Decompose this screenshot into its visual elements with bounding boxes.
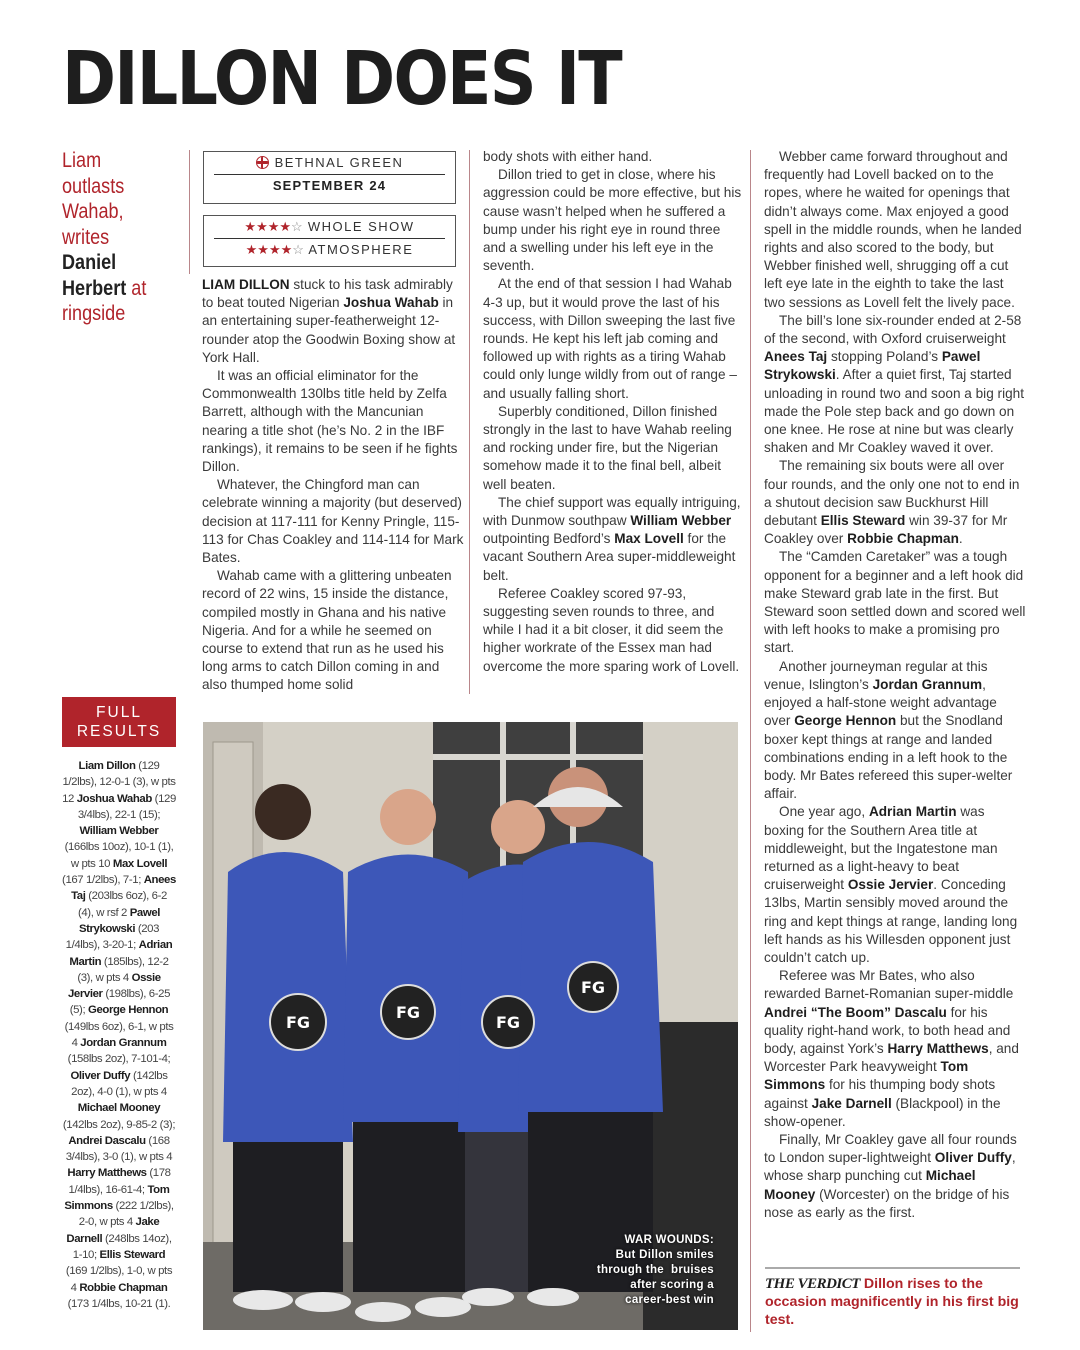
result-fighter-name: Pawel Strykowski: [78, 906, 161, 935]
result-details: (198lbs), 6-25 (5);: [69, 988, 171, 1017]
caption-title: WAR WOUNDS:: [624, 1234, 714, 1246]
result-details: (248lbs 14oz), 1-10;: [72, 1232, 172, 1261]
star-filled-icon: ★: [256, 219, 268, 234]
star-empty-icon: ☆: [291, 219, 303, 234]
fighter-name: Andrei “The Boom” Dascalu: [764, 1004, 947, 1020]
result-details: (178 1/4lbs), 16-61-4;: [68, 1167, 171, 1196]
star-rating-atmosphere: [246, 242, 304, 257]
verdict-divider: [765, 1267, 1020, 1269]
article-paragraph: [202, 276, 464, 367]
result-details: (169 1/2lbs), 1-0, w pts 4: [65, 1265, 173, 1294]
star-empty-icon: ☆: [292, 242, 304, 257]
standfirst-text: Liam outlasts Wahab,: [62, 149, 125, 223]
venue-name: BETHNAL GREEN: [274, 155, 404, 170]
text: , and Worcester Park heavyweight: [764, 1040, 1019, 1075]
photo-caption: [597, 1233, 714, 1308]
fg-logo: FG: [395, 1003, 421, 1022]
result-fighter-name: Jordan Grannum: [80, 1037, 167, 1050]
text: was boxing for the Southern Area title at middleweight, but the Ingatestone man returned as a light-heavy to beat cruiserweight: [764, 804, 998, 893]
fighter-name: Jordan Grannum: [872, 676, 983, 692]
article-paragraph: Superbly conditioned, Dillon finished strongly in the last to have Wahab reeling and rocking under fire, but the Nigerian somehow made it to the final bell, albeit well beaten.: [483, 403, 732, 492]
text: The remaining six bouts were all over four rounds, and the only one not to end in a shutout decision saw Buckhurst Hill debutant: [764, 458, 1020, 529]
column-rule: [189, 150, 190, 274]
article-column-2: [483, 148, 745, 676]
text: The bill’s lone six-rounder ended at 2-58 of the second, with Oxford cruiserweight: [764, 312, 1022, 347]
fighter-name: George Hennon: [794, 713, 897, 729]
article-paragraph: [483, 494, 745, 585]
rating-whole-show: [204, 216, 455, 238]
headline: DILLON DOES IT: [62, 36, 621, 122]
result-fighter-name: Oliver Duffy: [70, 1069, 131, 1082]
result-details: (142lbs 2oz), 4-0 (1), w pts 4: [71, 1069, 168, 1098]
fighter-name: Max Lovell: [614, 531, 684, 547]
article-paragraph: [764, 1131, 1026, 1222]
star-filled-icon: ★: [280, 242, 293, 257]
article-paragraph: Dillon tried to get in close, where his aggression could be more effective, but his cause wasn’t helped when he suffered a bump under his right eye in round three and a swelling under his left eye in the seventh.: [483, 167, 742, 274]
result-fighter-name: Joshua Wahab: [76, 792, 152, 805]
text: for his thumping body shots against: [764, 1077, 996, 1111]
result-fighter-name: Jake Darnell: [66, 1216, 160, 1245]
caption-line: through the bruises: [596, 1264, 714, 1276]
star-filled-icon: ★: [244, 219, 257, 234]
text: Referee was Mr Bates, who also rewarded Barnet-Romanian super-middle: [764, 968, 1014, 1002]
article-paragraph: [764, 457, 1026, 548]
text: Another journeyman regular at this venue, Islington’s: [764, 658, 988, 692]
text: , enjoyed a half-stone weight advantage over: [764, 676, 997, 729]
caption-line: But Dillon smiles: [615, 1249, 714, 1261]
fighter-name: Tom Simmons: [764, 1059, 969, 1093]
text: .: [958, 531, 963, 547]
text: The chief support was equally intriguing, with Dunmow southpaw: [483, 494, 741, 529]
result-details: (168 3/4lbs), 3-0 (1), w pts 4: [65, 1134, 173, 1164]
article-paragraph: body shots with either hand.: [483, 149, 653, 164]
result-fighter-name: George Hennon: [88, 1004, 169, 1017]
text: in an entertaining super-featherweight 12-rounder atop the Goodwin Boxing show at York Hall.: [202, 295, 456, 365]
event-box: [203, 151, 456, 204]
fg-logo: FG: [495, 1013, 521, 1032]
fighter-name: Pawel Strykowski: [764, 349, 981, 383]
result-fighter-name: Liam Dillon: [78, 760, 136, 772]
result-fighter-name: Ellis Steward: [99, 1248, 166, 1261]
article-paragraph: It was an official eliminator for the Commonwealth 130lbs title held by Zelfa Barrett, although with the Mancunian nearing a title shot (he’s No. 2 in the IBF rankings), it remains to be seen if he fights Dillon.: [202, 368, 458, 475]
text: , whose sharp punching cut: [764, 1150, 1016, 1184]
fighter-name: Jake Darnell: [811, 1095, 892, 1111]
author-name: Daniel Herbert: [62, 251, 127, 300]
standfirst-location: at ringside: [62, 276, 147, 325]
event-date: SEPTEMBER 24: [272, 178, 387, 193]
standfirst: [62, 148, 165, 327]
article-paragraph: Webber came forward throughout and frequently had Lovell backed on to the ropes, where he waited for openings that didn’t always come. Max enjoyed a good spell in the middle rounds, when he landed rights and also scored to the body, but Webber finished well, shrugging off a cut left eye late in the eighth to take the last two sessions as Lovell felt the lively pace.: [764, 149, 1022, 310]
text: . After a quiet first, Taj started unloading in round two and soon a big right made the Pole step back and go down on one knee. He rose at nine but was clearly shaken and Mr Coakley waved it over.: [764, 367, 1024, 456]
result-fighter-name: Harry Matthews: [67, 1167, 147, 1180]
result-details: (173 1/4lbs, 10-21 (1).: [67, 1297, 171, 1310]
result-details: (203lbs 6oz), 6-2 (4), w rsf 2: [77, 890, 167, 919]
article-paragraph: [764, 967, 1026, 1131]
text: . Conceding 13lbs, Martin sensibly moved around the ring and kept things at range, landing long left hands as his Willesden opponent just couldn’t catch up.: [764, 877, 1018, 965]
verdict: [765, 1275, 1025, 1329]
caption-line: after scoring a: [630, 1279, 714, 1291]
star-filled-icon: ★: [257, 242, 269, 257]
star-filled-icon: ★: [279, 219, 292, 234]
result-fighter-name: Tom Simmons: [64, 1183, 170, 1213]
fighter-name: William Webber: [630, 513, 732, 529]
result-details: (142lbs 2oz), 9-85-2 (3);: [62, 1118, 176, 1131]
rating-label: WHOLE SHOW: [307, 219, 415, 234]
text: (Blackpool) in the show-opener.: [764, 1095, 1001, 1129]
fg-logo: FG: [285, 1013, 311, 1032]
result-details: (222 1/2lbs), 2-0, w pts 4: [78, 1200, 174, 1229]
result-details: (166lbs 10oz), 10-1 (1), w pts 10: [64, 841, 174, 870]
result-fighter-name: Robbie Chapman: [79, 1281, 168, 1294]
fighter-name: Anees Taj: [764, 349, 828, 365]
result-details: (185lbs), 12-2 (3), w pts 4: [77, 955, 169, 984]
article-column-3: [764, 148, 1026, 1222]
fighter-name: Joshua Wahab: [343, 295, 439, 311]
text: One year ago,: [779, 804, 869, 820]
caption-line: career-best win: [625, 1294, 714, 1306]
column-rule: [469, 150, 470, 694]
result-details: (203 1/4lbs), 3-20-1;: [65, 922, 160, 952]
column-rule: [750, 150, 751, 1332]
result-details: (129 1/2lbs), 12-0-1 (3), w pts 12: [62, 760, 176, 805]
article-column-1: [202, 276, 464, 695]
text: win 39-37 for Mr Coakley over: [764, 513, 1008, 547]
text: stuck to his task admirably to beat touted Nigerian: [202, 277, 453, 311]
article-paragraph: The “Camden Caretaker” was a tough opponent for a beginner and a left hook did make Steward grab late in the first. But Steward soon settled down and scored well with left hooks to make a promising pro start.: [764, 549, 1026, 656]
result-fighter-name: Adrian Martin: [69, 939, 173, 968]
fighter-name: Ellis Steward: [820, 513, 906, 529]
ratings-box: [203, 215, 456, 267]
star-rating-whole-show: [244, 219, 302, 234]
result-details: (129 3/4lbs), 22-1 (15);: [77, 792, 176, 821]
text: (Worcester) on the bridge of his nose as early as the first.: [764, 1186, 1010, 1220]
article-paragraph: Referee Coakley scored 97-93, suggesting seven rounds to three, and while I had it a bit closer, it did seem the higher workrate of the Essex man had overcome the more sparing work of Lovell.: [483, 585, 740, 674]
article-paragraph: Whatever, the Chingford man can celebrate winning a majority (but deserved) decision at 117-111 for Kenny Pringle, 115-113 for Chas Coakley and 114-114 for Mark Bates.: [202, 477, 464, 566]
result-fighter-name: Michael Mooney: [77, 1102, 161, 1115]
fighter-name: Robbie Chapman: [847, 531, 959, 547]
result-fighter-name: Andrei Dascalu: [68, 1134, 146, 1147]
fighter-name: Adrian Martin: [868, 804, 957, 820]
fg-logo: FG: [580, 978, 606, 997]
standfirst-writes: writes: [62, 225, 110, 249]
article-paragraph: [764, 658, 1026, 804]
star-filled-icon: ★: [268, 242, 281, 257]
text: for the vacant Southern Area super-middleweight belt.: [483, 531, 736, 583]
full-results-list: [62, 758, 176, 1312]
lead-name: LIAM DILLON: [202, 277, 290, 292]
fighter-name: Michael Mooney: [764, 1168, 976, 1202]
text: but the Snodland boxer kept things at range and landed combinations ending in a left hook to the body. Mr Bates refereed this super-welter affair.: [764, 713, 1013, 802]
verdict-label: THE VERDICT: [765, 1276, 860, 1292]
result-details: (149lbs 6oz), 6-1, w pts 4: [64, 1020, 174, 1050]
fighters-photo: [203, 722, 738, 1330]
full-results-heading: FULL RESULTS: [62, 697, 176, 747]
text: stopping Poland’s: [827, 349, 942, 365]
text: for his quality right-hand work, to both head and body, against York’s: [764, 1004, 1011, 1056]
verdict-text: Dillon rises to the occasion magnificently in his first big test.: [765, 1276, 1019, 1328]
result-fighter-name: William Webber: [79, 825, 159, 838]
rating-label: ATMOSPHERE: [308, 242, 414, 257]
text: outpointing Bedford’s: [483, 531, 615, 547]
result-fighter-name: Max Lovell: [112, 857, 168, 870]
star-filled-icon: ★: [245, 242, 258, 257]
result-fighter-name: Anees Taj: [71, 874, 176, 903]
article-paragraph: [764, 312, 1026, 458]
venue: [204, 152, 455, 174]
fighter-name: Harry Matthews: [887, 1040, 989, 1056]
article-paragraph: [764, 803, 1026, 967]
star-filled-icon: ★: [267, 219, 280, 234]
fighter-name: Oliver Duffy: [934, 1150, 1012, 1166]
rating-atmosphere: [204, 239, 455, 261]
result-fighter-name: Ossie Jervier: [67, 971, 161, 1001]
article-paragraph: Wahab came with a glittering unbeaten record of 22 wins, 15 inside the distance, compiled mostly in Ghana and his native Nigeria. And for a while he seemed on course to extend that run as he used his long arms to catch Dillon coming in and also thumped home solid: [202, 568, 452, 693]
article-paragraph: At the end of that session I had Wahab 4-3 up, but it would prove the last of his success, with Dillon sweeping the last five rounds. He kept his left jab coming and followed up with rights as a tiring Wahab could only lunge wildly from out of range – and usually falling short.: [483, 276, 737, 401]
england-flag-icon: [256, 156, 269, 169]
result-details: (158lbs 2oz), 7-101-4;: [67, 1053, 171, 1066]
fighter-name: Ossie Jervier: [847, 877, 934, 893]
result-details: (167 1/2lbs), 7-1;: [62, 874, 144, 887]
text: Finally, Mr Coakley gave all four rounds to London super-lightweight: [764, 1131, 1017, 1166]
